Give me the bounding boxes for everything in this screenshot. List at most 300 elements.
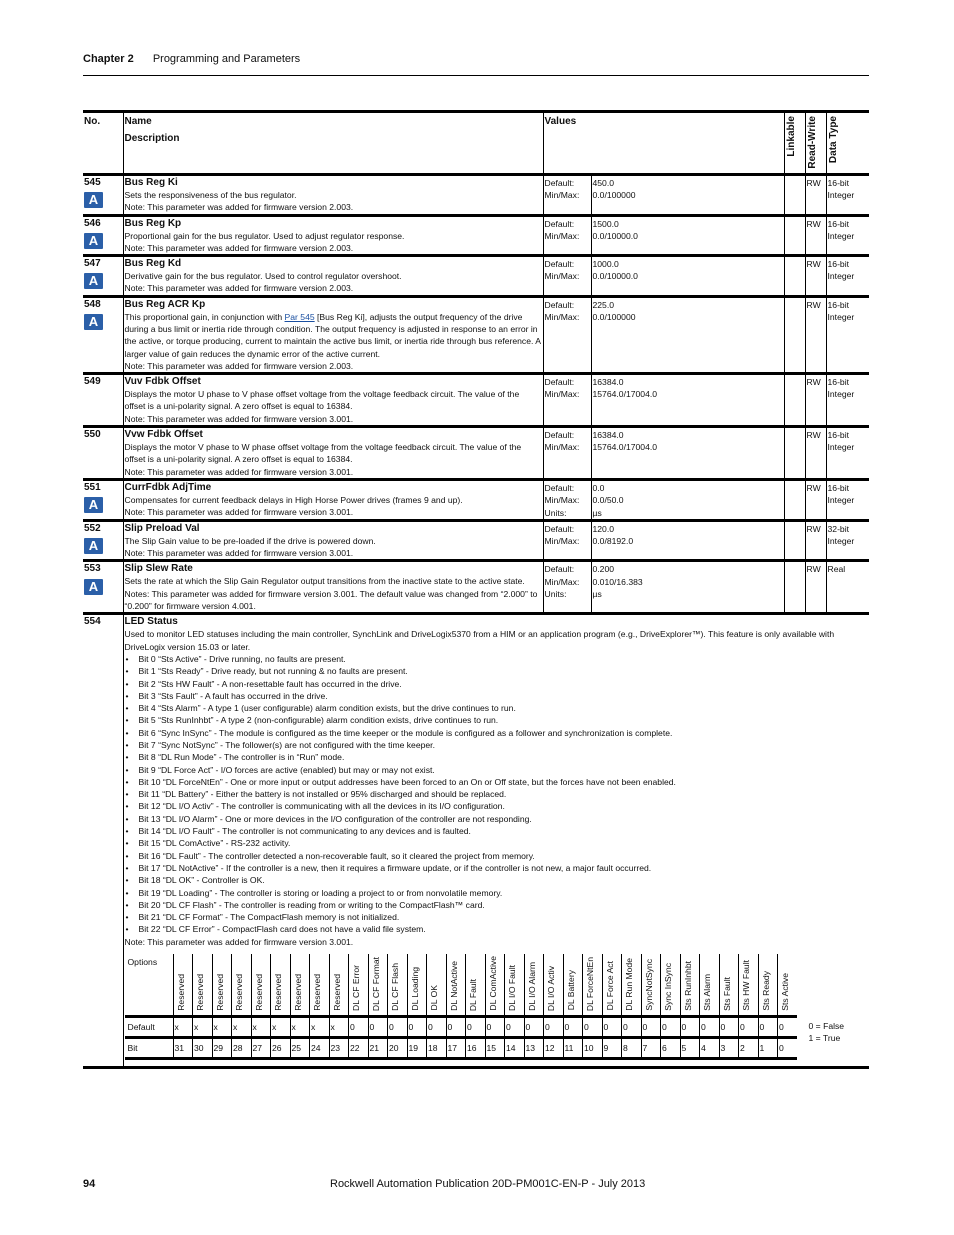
header-rule — [83, 75, 869, 76]
value-labels-cell — [543, 479, 591, 520]
value-label: Default: — [544, 564, 575, 575]
option-cell — [251, 954, 271, 1017]
default-value: 0 — [661, 1017, 681, 1038]
value-labels-cell — [543, 374, 591, 427]
value-label: Default: — [544, 523, 575, 534]
param-number: 546 — [84, 217, 101, 229]
option-name: Sts Active — [780, 973, 790, 1011]
option-name: Reserved — [234, 973, 244, 1011]
data-type-value: Integer — [827, 389, 855, 400]
default-value: 0 — [563, 1017, 583, 1038]
option-name: DL CF Format — [370, 956, 381, 1011]
bit-number: 12 — [544, 1038, 564, 1059]
read-write-value: RW — [806, 218, 821, 229]
bit-label: Bit — [125, 1038, 174, 1059]
default-value: x — [310, 1017, 330, 1038]
value-value: 0.010/16.383 — [592, 576, 643, 587]
default-value: 0 — [719, 1017, 739, 1038]
default-label: Default — [125, 1017, 174, 1038]
option-name: DL Run Mode — [624, 958, 634, 1011]
value-values-cell — [591, 561, 784, 614]
value-value: 15764.0/17004.0 — [592, 389, 658, 400]
param-number: 547 — [84, 258, 101, 270]
linkable-cell — [784, 374, 805, 427]
data-type-value: Integer — [827, 536, 855, 547]
bit-description: • Bit 4 “Sts Alarm” - A type 1 (user configurable) alarm condition exists, but the drive continues to run. — [139, 702, 869, 714]
option-name: Reserved — [312, 973, 322, 1011]
option-cell — [368, 954, 388, 1017]
param-name-cell — [123, 174, 543, 215]
default-value: 0 — [466, 1017, 486, 1038]
default-value: 0 — [778, 1017, 797, 1038]
bit-number: 27 — [251, 1038, 271, 1059]
bit-number: 0 — [778, 1038, 797, 1059]
read-write-cell — [805, 296, 826, 373]
description-text: This proportional gain, in conjunction with — [124, 311, 285, 322]
value-label: Min/Max: — [544, 311, 580, 322]
value-values-cell — [591, 427, 784, 480]
bit-number: 15 — [485, 1038, 505, 1059]
param-number-cell — [83, 215, 123, 256]
value-label: Min/Max: — [544, 389, 580, 400]
read-write-value: RW — [806, 377, 821, 388]
param-number-cell — [83, 256, 123, 297]
bit-number: 22 — [349, 1038, 369, 1059]
option-name: DL CF Flash — [390, 962, 400, 1011]
param-description: Note: This parameter was added for firmware version 3.001. — [124, 466, 354, 477]
option-cell — [271, 954, 291, 1017]
param-description: Derivative gain for the bus regulator. Used to control regulator overshoot. — [124, 271, 402, 282]
param-name-cell — [123, 427, 543, 480]
bit-number: 14 — [505, 1038, 525, 1059]
default-row — [125, 1017, 797, 1038]
param-description: Note: This parameter was added for firmware version 2.003. — [124, 283, 354, 294]
read-write-cell — [805, 215, 826, 256]
default-value: 0 — [641, 1017, 661, 1038]
bit-description: • Bit 6 “Sync InSync” - The module is configured as the time keeper or the module is configured as a follower and synchronization is complete. — [139, 727, 869, 739]
data-type-value: Integer — [827, 190, 855, 201]
value-labels-cell — [543, 174, 591, 215]
value-value: 15764.0/17004.0 — [592, 442, 658, 453]
option-cell — [427, 954, 447, 1017]
page-header — [83, 53, 300, 65]
option-name: DL OK — [429, 985, 439, 1011]
bit-number: 3 — [719, 1038, 739, 1059]
table-row-549 — [83, 374, 869, 427]
data-type-cell — [826, 561, 869, 614]
option-cell — [758, 954, 778, 1017]
access-level-badge: A — [84, 233, 103, 249]
data-type-value: 16-bit — [827, 259, 850, 270]
option-cell — [563, 954, 583, 1017]
param-description: Displays the motor V phase to W phase offset voltage from the voltage feedback circuit. The value of the offset is a uni-polarity signal. A zero offset is equal to 16384. — [124, 442, 522, 465]
description-text: [Bus Reg Ki], adjusts the output frequency of the drive during a bus limit or inertia ride through condition. The output frequency is adjusted in response to an error in the active, or torque producing, current to maintain the active bus limit, or inertia ride through bus reference. A larger value of gain reduces the dynamic error of the active current. — [124, 311, 541, 359]
read-write-value: RW — [806, 523, 821, 534]
bit-number: 1 — [758, 1038, 778, 1059]
access-level-badge: A — [84, 538, 103, 554]
default-value: x — [329, 1017, 349, 1038]
data-type-cell — [826, 427, 869, 480]
option-name: DL Fault — [468, 978, 478, 1011]
option-cell — [622, 954, 642, 1017]
table-row-550 — [83, 427, 869, 480]
param-name-cell — [123, 296, 543, 373]
option-name: Sts Fault — [721, 976, 732, 1011]
par-545-link[interactable]: Par 545 — [284, 311, 315, 322]
param-number: 554 — [84, 616, 101, 628]
option-name: Sts HW Fault — [741, 960, 751, 1011]
default-value: x — [193, 1017, 213, 1038]
value-value: 0.0/8192.0 — [592, 536, 634, 547]
option-cell — [641, 954, 661, 1017]
option-name: DL I/O Alarm — [526, 961, 537, 1011]
param-number-cell — [83, 296, 123, 373]
value-value: 0.200 — [592, 564, 615, 575]
default-value: x — [232, 1017, 252, 1038]
value-labels-cell — [543, 561, 591, 614]
bit-description: • Bit 13 “DL I/O Alarm” - One or more devices in the I/O configuration of the controller are not responding. — [139, 813, 869, 825]
page-number: 94 — [83, 1178, 96, 1190]
option-name: DL CF Error — [351, 964, 361, 1011]
param-number-cell — [83, 520, 123, 561]
data-type-cell — [826, 479, 869, 520]
value-label: Min/Max: — [544, 576, 580, 587]
option-cell — [446, 954, 466, 1017]
bit-description: • Bit 7 “Sync NotSync” - The follower(s) are not configured with the time keeper. — [139, 739, 869, 751]
bit-description: • Bit 10 “DL ForceNtEn” - One or more input or output addresses have been forced to an On or Off state, but the forces have not been enabled. — [139, 776, 869, 788]
section-title: Programming and Parameters — [152, 53, 301, 65]
value-labels-cell — [543, 427, 591, 480]
default-value: 0 — [583, 1017, 603, 1038]
bit-number: 31 — [173, 1038, 193, 1059]
bit-description: • Bit 12 “DL I/O Activ” - The controller is communicating with all the devices in its I/O configuration. — [139, 800, 869, 812]
value-value: 1000.0 — [592, 259, 619, 270]
header-name-description — [123, 112, 543, 175]
bit-number: 26 — [271, 1038, 291, 1059]
param-name-cell — [123, 215, 543, 256]
table-row-547 — [83, 256, 869, 297]
value-label: Min/Max: — [544, 271, 580, 282]
value-values-cell — [591, 256, 784, 297]
option-name: DL Loading — [409, 967, 420, 1011]
option-cell — [524, 954, 544, 1017]
option-cell — [193, 954, 213, 1017]
linkable-cell — [784, 561, 805, 614]
option-cell — [583, 954, 603, 1017]
data-type-value: Integer — [827, 495, 855, 506]
option-name: Reserved — [253, 973, 264, 1011]
value-labels-cell — [543, 256, 591, 297]
param-name: Slip Preload Val — [124, 522, 200, 534]
option-name: Reserved — [273, 973, 283, 1011]
default-value: 0 — [368, 1017, 388, 1038]
default-value: 0 — [505, 1017, 525, 1038]
bit-number: 6 — [661, 1038, 681, 1059]
value-label: Units: — [544, 589, 567, 600]
read-write-cell — [805, 561, 826, 614]
value-values-cell — [591, 215, 784, 256]
param-description — [125, 311, 542, 360]
options-area — [125, 954, 869, 1060]
option-cell — [310, 954, 330, 1017]
header-read-write: Read-Write — [806, 116, 818, 169]
data-type-value: Integer — [827, 271, 855, 282]
default-value: 0 — [407, 1017, 427, 1038]
default-value: 0 — [700, 1017, 720, 1038]
option-cell — [388, 954, 408, 1017]
option-name: DL I/O Fault — [507, 964, 517, 1011]
value-value: 0.0 — [592, 482, 605, 493]
read-write-cell — [805, 174, 826, 215]
value-labels-cell — [543, 296, 591, 373]
param-description: Sets the responsiveness of the bus regulator. — [124, 189, 297, 200]
read-write-value: RW — [806, 564, 821, 575]
default-value: 0 — [544, 1017, 564, 1038]
linkable-cell — [784, 174, 805, 215]
default-value: 0 — [524, 1017, 544, 1038]
bit-number: 2 — [739, 1038, 759, 1059]
bit-number: 10 — [583, 1038, 603, 1059]
value-labels-cell — [543, 520, 591, 561]
bit-description: • Bit 16 “DL Fault” - The controller detected a non-recoverable fault, so it cleared the project from memory. — [139, 850, 869, 862]
default-value: 0 — [602, 1017, 622, 1038]
bit-description: • Bit 11 “DL Battery” - Either the battery is not installed or 95% discharged and should be replaced. — [139, 788, 869, 800]
value-values-cell — [591, 296, 784, 373]
default-value: 0 — [446, 1017, 466, 1038]
param-description: Note: This parameter was added for firmware version 3.001. — [124, 548, 354, 559]
option-cell — [407, 954, 427, 1017]
value-label: Default: — [544, 218, 575, 229]
bit-description: • Bit 3 “Sts Fault” - A fault has occurred in the drive. — [139, 690, 869, 702]
bit-description: • Bit 21 “DL CF Format” - The CompactFlash memory is not initialized. — [139, 911, 869, 923]
option-cell — [680, 954, 700, 1017]
option-name: DL I/O Activ — [546, 965, 556, 1011]
default-value: 0 — [758, 1017, 778, 1038]
param-number: 550 — [84, 429, 101, 441]
bit-description: • Bit 19 “DL Loading” - The controller is storing or loading a project to or from nonvolatile memory. — [139, 887, 869, 899]
value-label: Min/Max: — [544, 190, 580, 201]
bit-description: • Bit 8 “DL Run Mode” - The controller is in “Run” mode. — [139, 751, 869, 763]
bit-number: 29 — [212, 1038, 232, 1059]
bit-number: 4 — [700, 1038, 720, 1059]
option-cell — [505, 954, 525, 1017]
value-values-cell — [591, 479, 784, 520]
data-type-value: 16-bit — [827, 482, 850, 493]
option-cell — [485, 954, 505, 1017]
value-value: µs — [592, 507, 602, 518]
header-data-type-cell — [826, 112, 869, 175]
led-note: Note: This parameter was added for firmware version 3.001. — [124, 936, 354, 947]
value-label: Min/Max: — [544, 230, 580, 241]
bit-number: 17 — [446, 1038, 466, 1059]
options-row — [125, 954, 797, 1017]
param-number: 552 — [84, 522, 101, 534]
option-cell — [173, 954, 193, 1017]
option-name: DL ComActive — [487, 956, 498, 1011]
data-type-value: Integer — [827, 230, 855, 241]
bit-description: • Bit 5 “Sts RunInhbt” - A type 2 (non-configurable) alarm condition exists, drive continues to run. — [139, 714, 869, 726]
value-value: 450.0 — [592, 177, 615, 188]
value-values-cell — [591, 520, 784, 561]
option-cell — [329, 954, 349, 1017]
value-label: Default: — [544, 377, 575, 388]
bit-description: • Bit 9 “DL Force Act” - I/O forces are active (enabled) but may or may not exist. — [139, 764, 869, 776]
options-table — [125, 954, 797, 1060]
option-cell — [544, 954, 564, 1017]
param-description: Displays the motor U phase to V phase offset voltage from the voltage feedback circuit. The value of the offset is a uni-polarity signal. A zero offset is equal to 16384. — [124, 389, 520, 412]
linkable-cell — [784, 479, 805, 520]
access-level-badge: A — [84, 579, 103, 595]
bit-number: 19 — [407, 1038, 427, 1059]
param-name-cell — [123, 256, 543, 297]
bit-description: • Bit 22 “DL CF Error” - CompactFlash card does not have a valid file system. — [139, 923, 869, 935]
bit-number: 8 — [622, 1038, 642, 1059]
value-value: 1500.0 — [592, 218, 619, 229]
param-description: Compensates for current feedback delays in High Horse Power drives (frames 9 and up). — [124, 494, 463, 505]
read-write-cell — [805, 479, 826, 520]
value-value: 225.0 — [592, 299, 615, 310]
option-name: DL Force Act — [604, 961, 615, 1011]
options-label: Options — [125, 954, 174, 1017]
param-name: Bus Reg ACR Kp — [124, 298, 206, 310]
default-value: x — [173, 1017, 193, 1038]
option-cell — [661, 954, 681, 1017]
value-value: 120.0 — [592, 523, 615, 534]
linkable-cell — [784, 427, 805, 480]
option-name: Reserved — [214, 973, 225, 1011]
value-value: 16384.0 — [592, 377, 624, 388]
read-write-cell — [805, 374, 826, 427]
param-name: Vvw Fdbk Offset — [124, 429, 203, 441]
param-number-cell — [83, 561, 123, 614]
option-name: Reserved — [195, 973, 205, 1011]
linkable-cell — [784, 215, 805, 256]
option-cell — [232, 954, 252, 1017]
bit-number: 21 — [368, 1038, 388, 1059]
option-cell — [212, 954, 232, 1017]
value-value: 16384.0 — [592, 430, 624, 441]
param-name: Bus Reg Kp — [124, 217, 182, 229]
param-description: Proportional gain for the bus regulator. Used to adjust regulator response. — [124, 230, 405, 241]
linkable-cell — [784, 256, 805, 297]
option-name: DL NotActive — [448, 960, 459, 1011]
option-name: Reserved — [331, 973, 342, 1011]
bit-description: • Bit 14 “DL I/O Fault” - The controller is not communicating to any devices and is faulted. — [139, 825, 869, 837]
param-name: Slip Slew Rate — [124, 563, 193, 575]
value-label: Default: — [544, 430, 575, 441]
header-name: Name — [124, 116, 152, 127]
bit-description: • Bit 18 “DL OK” - Controller is OK. — [139, 874, 869, 886]
data-type-value: 32-bit — [827, 523, 850, 534]
value-label: Default: — [544, 482, 575, 493]
param-number-cell — [83, 614, 123, 1068]
led-intro: Used to monitor LED statuses including the main controller, SynchLink and DriveLogix5370 from a HIM or an application program (e.g., DriveExplorer™). This feature is only available with DriveLogix version 15.03 or later. — [124, 629, 835, 652]
bit-description: • Bit 1 “Sts Ready” - Drive ready, but not running & no faults are present. — [139, 665, 869, 677]
table-header-row — [83, 112, 869, 175]
value-labels-cell — [543, 215, 591, 256]
read-write-value: RW — [806, 299, 821, 310]
default-value: x — [251, 1017, 271, 1038]
value-value: 0.0/10000.0 — [592, 271, 638, 282]
bit-description: • Bit 17 “DL NotActive” - If the controller is a new, then it requires a firmware update, or if the controller is not new, a major fault occurred. — [139, 862, 869, 874]
value-value: 0.0/10000.0 — [592, 230, 638, 241]
option-cell — [290, 954, 310, 1017]
legend-true: 1 = True — [808, 1033, 841, 1044]
bit-number: 5 — [680, 1038, 700, 1059]
read-write-cell — [805, 520, 826, 561]
access-level-badge: A — [84, 314, 103, 330]
bit-number: 25 — [290, 1038, 310, 1059]
param-number: 551 — [84, 481, 101, 493]
value-value: 0.0/100000 — [592, 190, 636, 201]
param-number: 548 — [84, 298, 101, 310]
param-description: Sets the rate at which the Slip Gain Regulator output transitions from the inactive state to the active state. — [124, 576, 525, 587]
linkable-cell — [784, 520, 805, 561]
data-type-value: 16-bit — [827, 430, 850, 441]
option-name: Reserved — [175, 973, 186, 1011]
data-type-value: 16-bit — [827, 177, 850, 188]
read-write-value: RW — [806, 259, 821, 270]
access-level-badge: A — [84, 273, 103, 289]
param-description: The Slip Gain value to be pre-loaded if the drive is powered down. — [124, 535, 376, 546]
access-level-badge: A — [84, 192, 103, 208]
read-write-value: RW — [806, 177, 821, 188]
default-value: 0 — [427, 1017, 447, 1038]
bit-number: 13 — [524, 1038, 544, 1059]
access-level-badge: A — [84, 497, 103, 513]
data-type-cell — [826, 296, 869, 373]
value-label: Default: — [544, 259, 575, 270]
default-value: x — [271, 1017, 291, 1038]
bit-number: 7 — [641, 1038, 661, 1059]
param-name-cell — [123, 374, 543, 427]
value-label: Min/Max: — [544, 536, 580, 547]
data-type-value: Integer — [827, 311, 855, 322]
read-write-cell — [805, 256, 826, 297]
param-name: CurrFdbk AdjTime — [124, 481, 212, 493]
bit-description-list — [125, 653, 869, 936]
table-row-553 — [83, 561, 869, 614]
value-label: Default: — [544, 177, 575, 188]
data-type-value: 16-bit — [827, 377, 850, 388]
data-type-cell — [826, 374, 869, 427]
param-description: Notes: This parameter was added for firmware version 3.001. The default value was changed from “2.000” to “0.200” for firmware version 4.001. — [124, 588, 538, 612]
option-name: Sts RunInhbt — [682, 961, 693, 1011]
header-linkable-cell — [784, 112, 805, 175]
linkable-cell — [784, 296, 805, 373]
led-status-cell — [123, 614, 869, 1068]
data-type-cell — [826, 256, 869, 297]
table-row-545 — [83, 174, 869, 215]
default-value: x — [212, 1017, 232, 1038]
option-cell — [466, 954, 486, 1017]
value-label: Units: — [544, 507, 567, 518]
param-description: Note: This parameter was added for firmware version 3.001. — [124, 413, 354, 424]
param-number: 545 — [84, 176, 101, 188]
bit-number-row — [125, 1038, 797, 1059]
value-value: 0.0/100000 — [592, 311, 636, 322]
default-value: 0 — [622, 1017, 642, 1038]
table-row-551 — [83, 479, 869, 520]
default-value: 0 — [680, 1017, 700, 1038]
option-cell — [778, 954, 797, 1017]
default-value: 0 — [388, 1017, 408, 1038]
read-write-cell — [805, 427, 826, 480]
header-linkable: Linkable — [785, 116, 797, 157]
bit-number: 20 — [388, 1038, 408, 1059]
bit-number: 18 — [427, 1038, 447, 1059]
option-cell — [349, 954, 369, 1017]
